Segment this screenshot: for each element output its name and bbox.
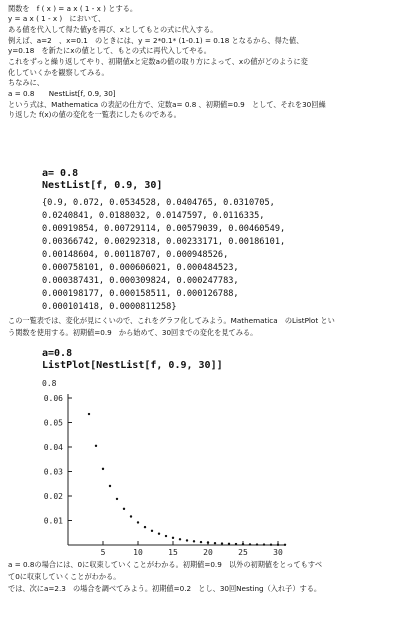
data-point (228, 543, 230, 545)
text-line: て0に収束していくことがわかる。 (8, 572, 121, 581)
data-point (221, 542, 223, 544)
text-line: y=0.18 を新たにxの値として、もとの式に再代入してやる。 (8, 46, 211, 55)
data-point (172, 537, 174, 539)
x-tick-label: 10 (133, 548, 143, 557)
data-point (207, 541, 209, 543)
y-tick-label: 0.05 (43, 418, 63, 428)
x-tick-label: 20 (203, 548, 213, 557)
output-line: 0.00919854, 0.00729114, 0.00579039, 0.00460549, (42, 224, 286, 234)
y-tick-label: 0.04 (43, 443, 63, 452)
data-point (277, 544, 279, 546)
data-point (284, 544, 286, 546)
text-line: a = 0.8の場合には、0に収束していくことがわかる。初期値=0.9 以外の初期値をとってもすべ (8, 560, 323, 569)
data-point (263, 543, 265, 545)
data-point (88, 413, 90, 415)
text-line: 関数を f ( x ) = a x ( 1 - x ) とする。 (8, 4, 138, 13)
data-point (270, 543, 272, 545)
output-line: 0.00148604, 0.00118707, 0.000948526, (42, 250, 229, 260)
output-line: 0.000387431, 0.000309824, 0.000247783, (42, 276, 239, 286)
code-line: a=0.8 (42, 348, 73, 359)
text-line: う関数を使用する。初期値=0.9 から始めて、30回までの変化を見てみる。 (8, 328, 258, 337)
data-point (249, 543, 251, 545)
output-line: 0.000101418, 0.0000811258} (42, 302, 177, 312)
output-line: 0.000758101, 0.000606021, 0.000484523, (42, 263, 239, 273)
text-line: 化していくかを観察してみる。 (8, 68, 109, 77)
data-point (165, 535, 167, 537)
data-point (109, 485, 111, 487)
data-point (95, 445, 97, 447)
data-point (151, 530, 153, 532)
output-line: {0.9, 0.072, 0.0534528, 0.0404765, 0.0310705, (42, 198, 275, 208)
text-line: これをずっと繰り返してやり、初期値xと定数aの値の取り方によって、xの値がどのように変 (8, 57, 308, 66)
code-line: a= 0.8 (42, 168, 79, 179)
text-line: a = 0.8 NestList[f, 0.9, 30] (8, 89, 116, 98)
text-line: 例えば、a=2 、x=0.1 のときには、y = 2*0.1* (1-0.1) = 0.18 となるから、得た値、 (8, 36, 304, 45)
code-line: ListPlot[NestList[f, 0.9, 30]] (42, 360, 223, 371)
data-point (144, 526, 146, 528)
data-point (186, 539, 188, 541)
data-point (102, 468, 104, 470)
text-line: y = a x ( 1 - x ) において、 (8, 14, 106, 23)
data-point (256, 543, 258, 545)
y-tick-label: 0.02 (43, 492, 63, 501)
x-tick-label: 25 (238, 548, 248, 557)
text-line: ある値を代入して得た値yを再び、xとしてもとの式に代入する。 (8, 25, 218, 34)
text-line: という式は、Mathematica の表記の仕方で、定数a= 0.8 、初期値=0.9 として、それを30回繰 (8, 100, 326, 109)
data-point (158, 533, 160, 535)
output-line: 0.000198177, 0.000158511, 0.000126788, (42, 289, 239, 299)
code-line: NestList[f, 0.9, 30] (42, 180, 163, 191)
data-point (214, 542, 216, 544)
data-point (193, 540, 195, 542)
data-point (137, 521, 139, 523)
output-line: 0.00366742, 0.00292318, 0.00233171, 0.00186101, (42, 237, 286, 247)
text-line: では、次にa=2.3 の場合を調べてみよう。初期値=0.2 とし、30回Nesting（入れ子）する。 (8, 584, 322, 593)
output-line: 0.0240841, 0.0188032, 0.0147597, 0.0116335, (42, 211, 265, 221)
plot-top-label: 0.8 (42, 379, 57, 388)
data-point (179, 538, 181, 540)
data-point (130, 515, 132, 517)
y-tick-label: 0.06 (43, 394, 63, 403)
data-point (235, 543, 237, 545)
y-tick-label: 0.03 (43, 467, 63, 477)
x-tick-label: 5 (100, 548, 106, 557)
data-point (116, 498, 118, 500)
y-tick-label: 0.01 (43, 516, 63, 526)
text-line: ちなみに、 (8, 78, 44, 87)
listplot-chart (0, 372, 420, 562)
text-line: り返した f(x)の値の変化を一覧表にしたものである。 (8, 110, 181, 119)
data-point (242, 543, 244, 545)
x-tick-label: 30 (273, 548, 283, 557)
text-line: この一覧表では、変化が見にくいので、これをグラフ化してみよう。Mathematica のListPlot とい (8, 316, 335, 325)
data-point (123, 508, 125, 510)
x-tick-label: 15 (168, 548, 178, 557)
data-point (200, 541, 202, 543)
